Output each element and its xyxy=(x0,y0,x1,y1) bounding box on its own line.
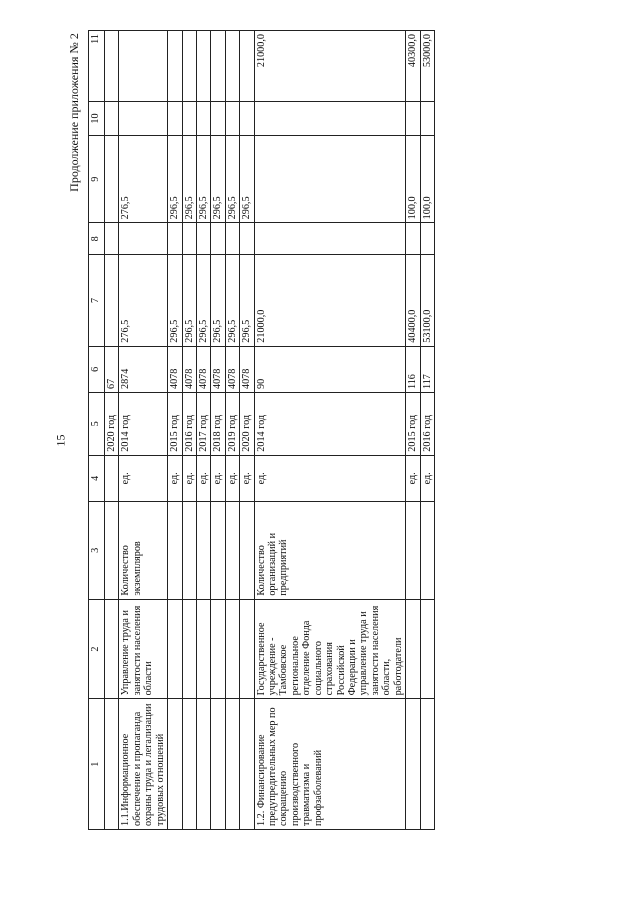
unit-cell: ед. xyxy=(119,455,168,501)
table-row xyxy=(225,31,239,830)
header-cell: 5 xyxy=(89,393,105,456)
header-cell: 8 xyxy=(89,223,105,255)
year-cell: 2014 год xyxy=(119,393,168,456)
value-cell: 296,5 xyxy=(240,255,254,347)
value-cell: 296,5 xyxy=(240,135,254,222)
value-cell: 40400,0 xyxy=(406,255,420,347)
header-row xyxy=(89,31,105,830)
table-row xyxy=(254,31,405,830)
unit-cell: ед. xyxy=(420,455,434,501)
table-row xyxy=(420,31,434,830)
table-row xyxy=(211,31,225,830)
page-number: 15 xyxy=(53,434,68,447)
value-cell: 116 xyxy=(406,346,420,392)
value-cell: 296,5 xyxy=(211,135,225,222)
executor: Управление труда и занятости населения области xyxy=(119,599,168,699)
measure-name: 1.1.Информационное обеспечение и пропаганда охраны труда и легализации трудовых отношений xyxy=(119,699,168,830)
year-cell: 2016 год xyxy=(182,393,196,456)
value-cell: 4078 xyxy=(211,346,225,392)
value-cell: 296,5 xyxy=(225,135,239,222)
header-cell: 1 xyxy=(89,699,105,830)
value-cell: 4078 xyxy=(182,346,196,392)
year-cell: 2016 год xyxy=(420,393,434,456)
program-table-wrapper xyxy=(88,30,582,830)
value-cell: 53000,0 xyxy=(420,31,434,102)
value-cell: 117 xyxy=(420,346,434,392)
unit-cell: ед. xyxy=(211,455,225,501)
year-cell: 2020 год xyxy=(240,393,254,456)
table-row xyxy=(182,31,196,830)
unit-cell: ед. xyxy=(240,455,254,501)
value-cell: 296,5 xyxy=(182,255,196,347)
page-subtitle: Продолжение приложения № 2 xyxy=(66,33,81,192)
year-cell: 2019 год xyxy=(225,393,239,456)
value-cell: 100,0 xyxy=(406,135,420,222)
value-cell: 276,5 xyxy=(119,255,168,347)
value-cell: 4078 xyxy=(240,346,254,392)
value-cell: 67 xyxy=(105,346,119,392)
year-cell: 2015 год xyxy=(168,393,182,456)
executor: Государственное учреждение - Тамбовское региональное отделение Фонда социального страхования Российской Федерации и управление труда и занятости населения области, работодатели xyxy=(254,599,405,699)
table-row xyxy=(168,31,182,830)
measure-name: 1.2. Финансирование предупредительных мер по сокращению производственного травматизма и профзаболеваний xyxy=(254,699,405,830)
value-cell: 276,5 xyxy=(119,135,168,222)
header-cell: 10 xyxy=(89,102,105,136)
unit-cell: ед. xyxy=(168,455,182,501)
program-table xyxy=(88,30,435,830)
header-cell: 2 xyxy=(89,599,105,699)
table-row xyxy=(406,31,420,830)
header-cell: 4 xyxy=(89,455,105,501)
year-cell: 2014 год xyxy=(254,393,405,456)
year-cell: 2020 год xyxy=(105,393,119,456)
indicator: Количество организаций и предприятий xyxy=(254,501,405,599)
value-cell: 4078 xyxy=(225,346,239,392)
value-cell: 21000,0 xyxy=(254,255,405,347)
table-row xyxy=(240,31,254,830)
year-cell: 2017 год xyxy=(196,393,210,456)
value-cell: 4078 xyxy=(196,346,210,392)
unit-cell: ед. xyxy=(254,455,405,501)
value-cell: 53100,0 xyxy=(420,255,434,347)
value-cell: 21000,0 xyxy=(254,31,405,102)
table-row xyxy=(196,31,210,830)
value-cell xyxy=(254,135,405,222)
table-row xyxy=(105,31,119,830)
year-cell: 2018 год xyxy=(211,393,225,456)
table-row xyxy=(119,31,168,830)
unit-cell: ед. xyxy=(196,455,210,501)
value-cell: 90 xyxy=(254,346,405,392)
value-cell: 40300,0 xyxy=(406,31,420,102)
value-cell: 296,5 xyxy=(225,255,239,347)
value-cell: 4078 xyxy=(168,346,182,392)
value-cell: 296,5 xyxy=(168,135,182,222)
header-cell: 9 xyxy=(89,135,105,222)
value-cell: 296,5 xyxy=(196,135,210,222)
value-cell: 296,5 xyxy=(196,255,210,347)
indicator: Количество экземпляров xyxy=(119,501,168,599)
value-cell: 296,5 xyxy=(168,255,182,347)
value-cell: 100,0 xyxy=(420,135,434,222)
value-cell: 296,5 xyxy=(182,135,196,222)
unit-cell: ед. xyxy=(225,455,239,501)
unit-cell: ед. xyxy=(182,455,196,501)
header-cell: 3 xyxy=(89,501,105,599)
value-cell: 296,5 xyxy=(211,255,225,347)
unit-cell: ед. xyxy=(406,455,420,501)
year-cell: 2015 год xyxy=(406,393,420,456)
header-cell: 11 xyxy=(89,31,105,102)
header-cell: 6 xyxy=(89,346,105,392)
header-cell: 7 xyxy=(89,255,105,347)
value-cell: 2874 xyxy=(119,346,168,392)
